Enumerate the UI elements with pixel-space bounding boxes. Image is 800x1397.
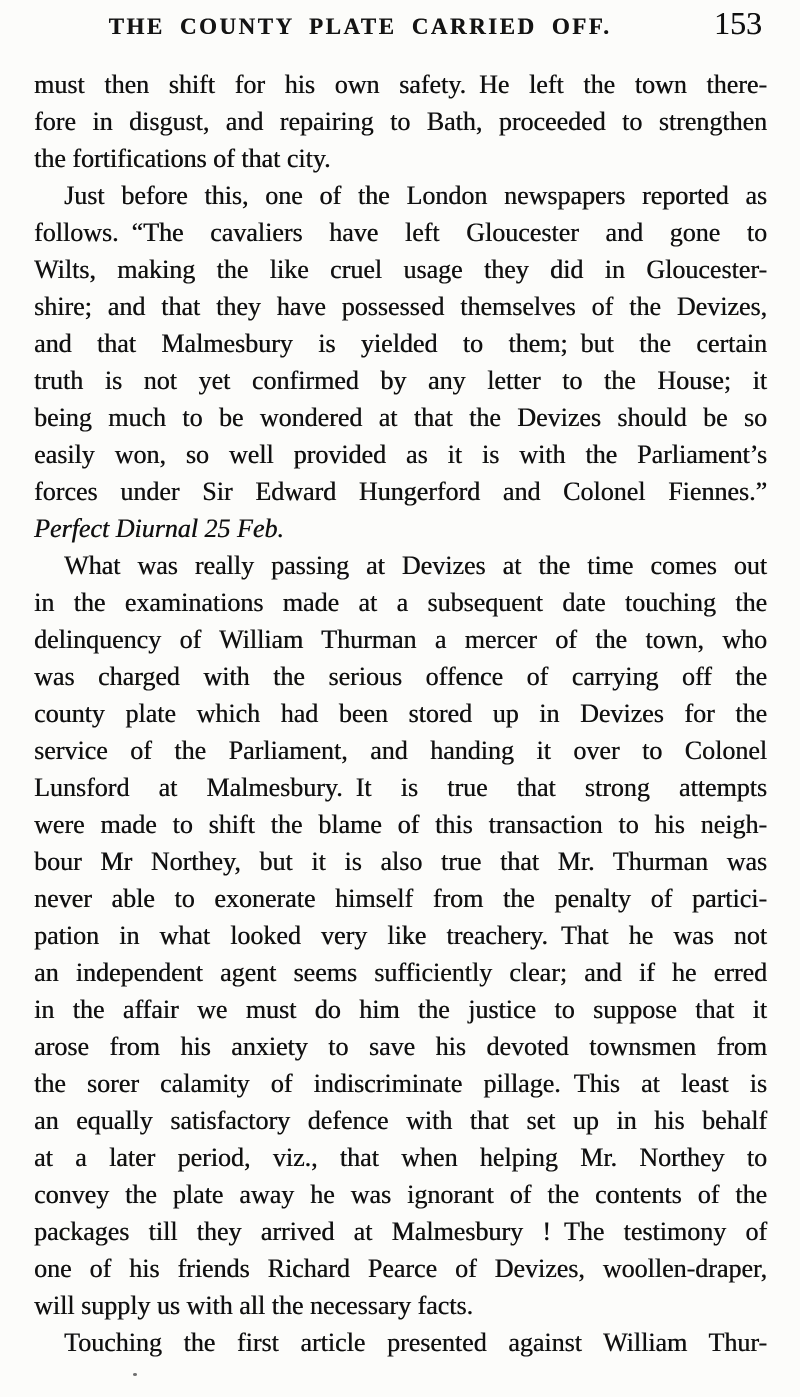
text-line: arose from his anxiety to save his devoted townsmen from (34, 1032, 767, 1061)
text-line: at a later period, viz., that when helping Mr. Northey to (34, 1143, 767, 1172)
text-line: an equally satisfactory defence with that set up in his behalf (34, 1106, 767, 1135)
text-line: will supply us with all the necessary facts. (34, 1291, 474, 1320)
text-line: Just before this, one of the London newspapers reported as (64, 181, 767, 210)
ink-speck (133, 1373, 137, 1376)
text-line: never able to exonerate himself from the penalty of partici- (34, 884, 767, 913)
text-line: were made to shift the blame of this transaction to his neigh- (34, 810, 767, 839)
text-line: in the examinations made at a subsequent date touching the (34, 588, 767, 617)
text-line: What was really passing at Devizes at the time comes out (64, 551, 767, 580)
text-line: truth is not yet confirmed by any letter to the House; it (34, 366, 767, 395)
running-title: THE COUNTY PLATE CARRIED OFF. (108, 14, 612, 39)
text-line: Touching the first article presented against William Thur- (64, 1328, 767, 1357)
text-line: Lunsford at Malmesbury. It is true that strong attempts (34, 773, 767, 802)
page-body (34, 66, 767, 1361)
text-line: county plate which had been stored up in Devizes for the (34, 699, 767, 728)
text-line: pation in what looked very like treachery. That he was not (34, 921, 767, 950)
text-line: Perfect Diurnal 25 Feb. (34, 514, 284, 543)
text-line: shire; and that they have possessed themselves of the Devizes, (34, 292, 767, 321)
text-line: in the affair we must do him the justice to suppose that it (34, 995, 767, 1024)
text-line: one of his friends Richard Pearce of Devizes, woollen-draper, (34, 1254, 767, 1283)
page-number: 153 (714, 5, 762, 41)
text-line: convey the plate away he was ignorant of the contents of the (34, 1180, 767, 1209)
text-line: follows. “The cavaliers have left Gloucester and gone to (34, 218, 767, 247)
text-line: an independent agent seems sufficiently clear; and if he erred (34, 958, 767, 987)
text-line: forces under Sir Edward Hungerford and Colonel Fiennes.” (34, 477, 767, 506)
text-line: the fortifications of that city. (34, 144, 331, 173)
text-line: the sorer calamity of indiscriminate pillage. This at least is (34, 1069, 767, 1098)
text-line: easily won, so well provided as it is with the Parliament’s (34, 440, 767, 469)
text-line: fore in disgust, and repairing to Bath, proceeded to strengthen (34, 107, 767, 136)
text-line: was charged with the serious offence of carrying off the (34, 662, 767, 691)
text-line: being much to be wondered at that the Devizes should be so (34, 403, 767, 432)
text-line: delinquency of William Thurman a mercer of the town, who (34, 625, 767, 654)
text-line: must then shift for his own safety. He left the town there- (34, 70, 767, 99)
text-line: bour Mr Northey, but it is also true that Mr. Thurman was (34, 847, 767, 876)
text-line: packages till they arrived at Malmesbury ! The testimony of (34, 1217, 767, 1246)
text-line: and that Malmesbury is yielded to them; but the certain (34, 329, 767, 358)
text-line: service of the Parliament, and handing it over to Colonel (34, 736, 767, 765)
text-line: Wilts, making the like cruel usage they did in Gloucester- (34, 255, 767, 284)
